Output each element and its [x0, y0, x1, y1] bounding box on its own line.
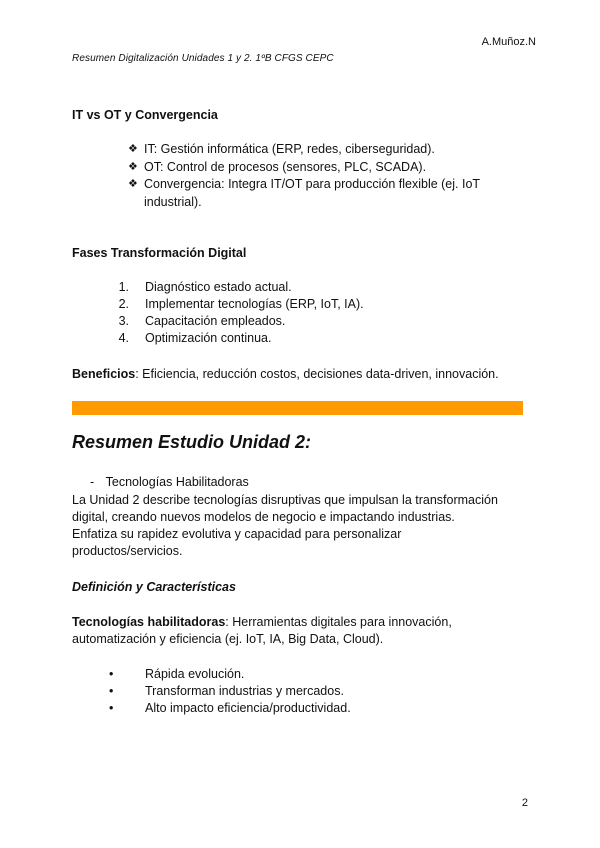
orange-divider — [72, 401, 523, 415]
dash-bullet: - — [90, 475, 95, 489]
section-title-unidad2: Resumen Estudio Unidad 2: — [72, 432, 312, 452]
characteristics-list — [109, 666, 525, 717]
dot-bullet-icon: • — [109, 667, 114, 681]
beneficios-label: Beneficios — [72, 367, 136, 381]
list-item: • Transforman industrias y mercados. — [109, 684, 344, 698]
dot-bullet-icon: • — [109, 684, 114, 698]
page-number: 2 — [521, 797, 528, 809]
section-title-itot: IT vs OT y Convergencia — [72, 108, 218, 122]
subtitle-definicion: Definición y Características — [72, 580, 236, 594]
list-item: 3. Capacitación empleados. — [118, 314, 286, 328]
list-item: • Rápida evolución. — [109, 667, 245, 681]
list-item: 2. Implementar tecnologías (ERP, IoT, IA). — [118, 297, 364, 311]
intro-paragraph: La Unidad 2 describe tecnologías disruptivas que impulsan la transformación digital, creando nuevos modelos de negocio e impactando industrias. Enfatiza su rapidez evolutiva y capacidad para personalizar productos/servicios. — [72, 493, 498, 558]
list-item: ❖ IT: Gestión informática (ERP, redes, ciberseguridad). — [128, 141, 528, 159]
definition-label: Tecnologías habilitadoras — [72, 615, 226, 629]
diamond-bullet-icon: ❖ — [128, 143, 138, 155]
list-item: 1. Diagnóstico estado actual. — [118, 280, 292, 294]
definition-paragraph: Tecnologías habilitadoras: Herramientas digitales para innovación, automatización y eficiencia (ej. IoT, IA, Big Data, Cloud). — [72, 615, 452, 646]
fases-list — [118, 279, 525, 347]
list-item: 4. Optimización continua. — [118, 331, 272, 345]
itot-list — [128, 141, 528, 211]
author-name: A.Muñoz.N — [481, 36, 536, 48]
document-header: Resumen Digitalización Unidades 1 y 2. 1ºB CFGS CEPC — [72, 53, 334, 64]
diamond-bullet-icon: ❖ — [128, 178, 138, 190]
dash-item: - Tecnologías Habilitadoras — [90, 475, 249, 489]
section-title-fases: Fases Transformación Digital — [72, 246, 247, 260]
list-item-continuation: industrial). — [144, 194, 202, 209]
dot-bullet-icon: • — [109, 701, 114, 715]
list-item: ❖ Convergencia: Integra IT/OT para producción flexible (ej. IoT — [128, 176, 528, 194]
list-item: • Alto impacto eficiencia/productividad. — [109, 701, 351, 715]
list-item: ❖ OT: Control de procesos (sensores, PLC, SCADA). — [128, 159, 528, 177]
diamond-bullet-icon: ❖ — [128, 160, 138, 173]
beneficios-paragraph: Beneficios: Eficiencia, reducción costos, decisiones data-driven, innovación. — [72, 367, 499, 381]
